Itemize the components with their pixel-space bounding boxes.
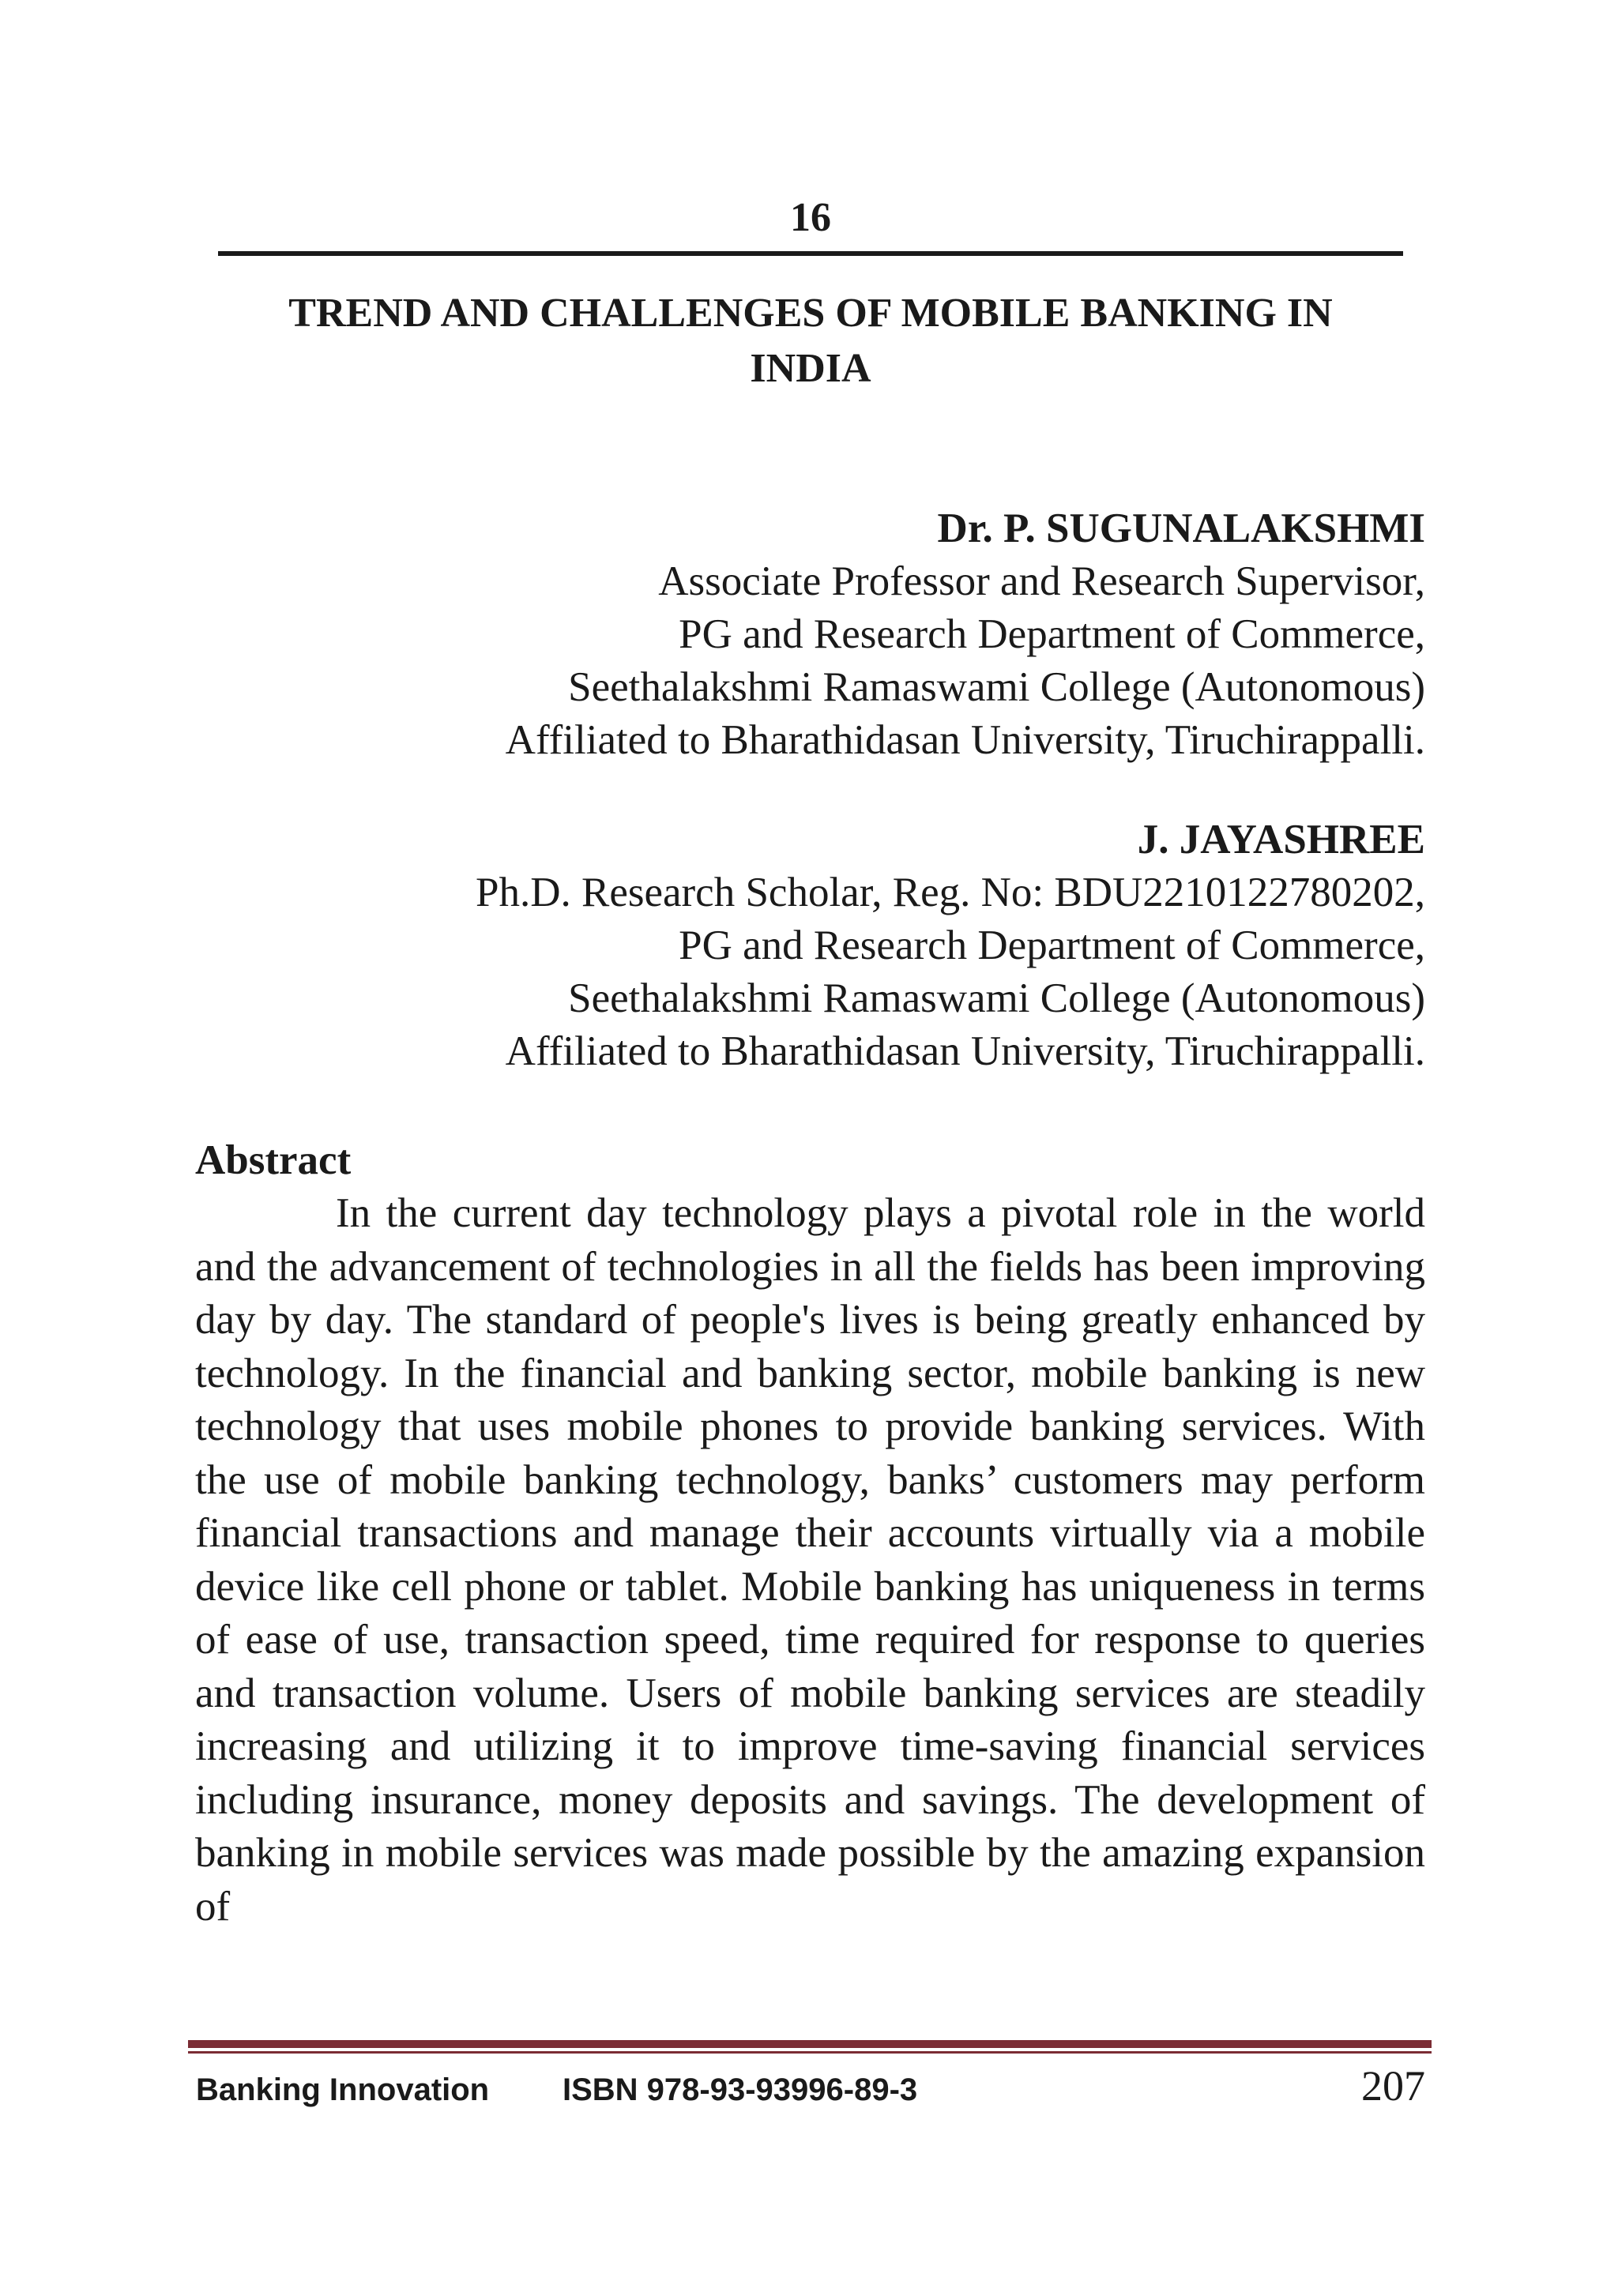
chapter-rule xyxy=(218,251,1403,256)
footer-rule xyxy=(188,2051,1432,2054)
footer-isbn: ISBN 978-93-93996-89-3 xyxy=(563,2072,918,2107)
author-block xyxy=(193,502,1425,767)
author-affiliation-line: Seethalakshmi Ramaswami College (Autonomous) xyxy=(568,975,1425,1021)
author-affiliation-line: Affiliated to Bharathidasan University, Tiruchirappalli. xyxy=(505,717,1425,763)
abstract-heading: Abstract xyxy=(195,1137,352,1183)
author-affiliation-line: Ph.D. Research Scholar, Reg. No: BDU2210122780202, xyxy=(475,870,1425,915)
chapter-title-line: INDIA xyxy=(750,346,871,391)
author-name: J. JAYASHREE xyxy=(1137,817,1425,862)
author-affiliation-line: Affiliated to Bharathidasan University, Tiruchirappalli. xyxy=(505,1028,1425,1074)
author-name: Dr. P. SUGUNALAKSHMI xyxy=(937,505,1425,551)
author-affiliation-line: Associate Professor and Research Supervisor, xyxy=(658,558,1425,604)
chapter-number: 16 xyxy=(790,195,831,240)
author-block xyxy=(193,814,1425,1078)
chapter-title-line: TREND AND CHALLENGES OF MOBILE BANKING IN xyxy=(288,291,1333,336)
chapter-title xyxy=(218,286,1403,396)
footer-rule xyxy=(188,2040,1432,2048)
footer-book-title: Banking Innovation xyxy=(196,2072,490,2107)
abstract-body: In the current day technology plays a pivotal role in the world and the advancement of technologies in all the fields has been improving day by day. The standard of people's lives is being greatly enhanced by technology. In the financial and banking sector, mobile banking is new technology that uses mobile phones to provide banking services. With the use of mobile banking technology, banks’ customers may perform financial transactions and manage their accounts virtually via a mobile device like cell phone or tablet. Mobile banking has uniqueness in terms of ease of use, transaction speed, time required for response to queries and transaction volume. Users of mobile banking services are steadily increasing and utilizing it to improve time-saving financial services including insurance, money deposits and savings. The development of banking in mobile services was made possible by the amazing expansion of xyxy=(195,1190,1425,1930)
author-affiliation-line: Seethalakshmi Ramaswami College (Autonomous) xyxy=(568,664,1425,710)
author-affiliation-line: PG and Research Department of Commerce, xyxy=(679,611,1425,657)
page-number: 207 xyxy=(1361,2062,1425,2110)
author-affiliation-line: PG and Research Department of Commerce, xyxy=(679,923,1425,968)
